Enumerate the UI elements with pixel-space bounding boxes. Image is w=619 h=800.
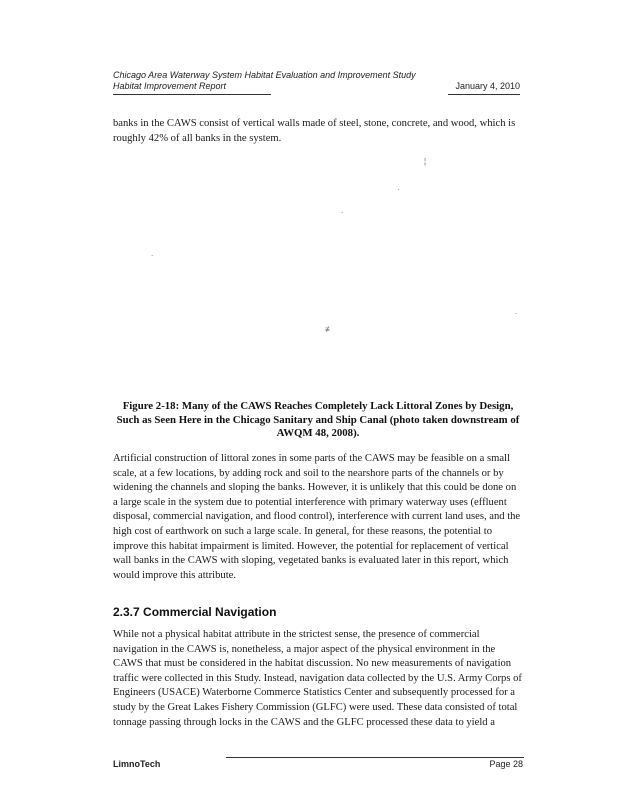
photo-artifact: ¦ — [424, 157, 427, 166]
photo-artifact: · — [397, 185, 400, 194]
header-title: Chicago Area Waterway System Habitat Evaluation and Improvement Study — [113, 70, 416, 80]
body-paragraph: While not a physical habitat attribute in the strictest sense, the presence of commercial navigation in the CAWS is, nonetheless, a major aspect of the physical environment in the CAWS that must be considered in the habitat discussion. No new measurements of navigation traffic were collected in this Study. Instead, navigation data collected by the U.S. Army Corps of Engineers (USACE) Waterborne Commerce Statistics Center and subsequently processed for a study by the Great Lakes Fishery Commission (GLFC) were used. These data consisted of total tonnage passing through locks in the CAWS and the GLFC processed these data to yield a — [113, 629, 522, 728]
footer-page-number: Page 28 — [489, 759, 523, 769]
header-subline — [113, 81, 520, 92]
intro-paragraph: banks in the CAWS consist of vertical walls made of steel, stone, concrete, and wood, which is roughly 42% of all banks in the system. — [113, 118, 516, 144]
body-paragraph: Artificial construction of littoral zones in some parts of the CAWS may be feasible on a small scale, at a few locations, by adding rock and soil to the nearshore parts of the channels or by widening the channels and sloping the banks. However, it is unlikely that this could be done on a large scale in the system due to potential interference with primary waterway uses (effluent disposal, commercial navigation, and flood control), interference with current land uses, and the high cost of earthwork on such a large scale. In general, for these reasons, the potential to improve this habitat impairment is limited. However, the potential for replacement of vertical wall banks in the CAWS with sloping, vegetated banks is evaluated later in this report, which would improve this attribute. — [113, 453, 521, 581]
photo-artifact: . — [151, 249, 154, 258]
photo-artifact: . — [515, 307, 518, 316]
figure-photo — [113, 150, 523, 388]
footer-company: LimnoTech — [113, 759, 161, 769]
section-heading: 2.3.7 Commercial Navigation — [113, 605, 277, 619]
header-rule-left — [113, 94, 271, 95]
header-report-name: Habitat Improvement Report — [113, 81, 227, 91]
photo-artifact: ≢ — [325, 325, 333, 334]
footer-rule — [226, 757, 524, 758]
header-rule-right — [448, 94, 520, 95]
figure-caption: Figure 2-18: Many of the CAWS Reaches Completely Lack Littoral Zones by Design, Such as Seen Here in the Chicago Sanitary and Ship Canal (photo taken downstream of AWQM 48, 2008). — [116, 400, 520, 440]
header-date: January 4, 2010 — [455, 81, 520, 91]
running-header — [113, 70, 520, 92]
photo-artifact: . — [341, 206, 344, 215]
